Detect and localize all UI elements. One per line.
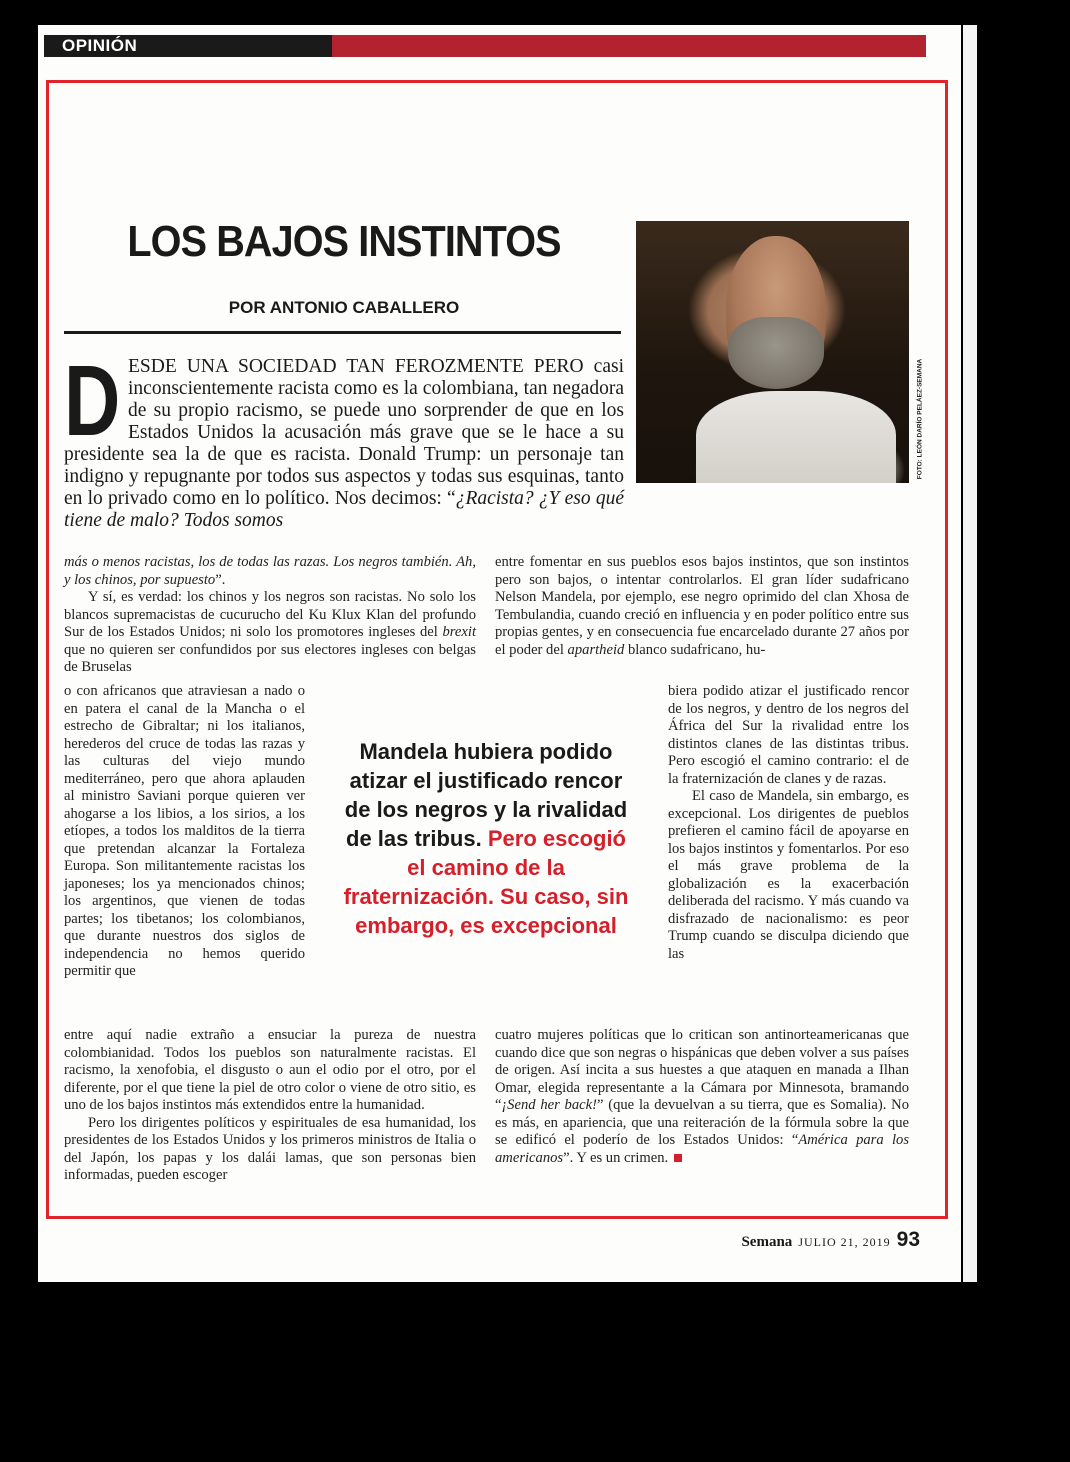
photo-credit-text: FOTO: LEÓN DARÍO PELÁEZ-SEMANA bbox=[916, 358, 924, 480]
col1-brexit: brexit bbox=[442, 624, 476, 640]
col2-apartheid: apartheid bbox=[567, 641, 625, 658]
col2-bottom-b: ” (que la devuelvan a su tierra, que es Somalia). No es más, en apariencia, que una reiteración de la fórmula sobre la que se edificó el poderío de los Estados Unidos: “ bbox=[495, 1097, 909, 1148]
col1-quote-end: ”. bbox=[215, 571, 226, 588]
col1-para2-b: que no quieren ser confundidos por sus electores ingleses con belgas de Bruselas bbox=[64, 641, 476, 675]
drop-cap: D bbox=[64, 345, 121, 457]
col1-quote-cont: más o menos racistas, los de todas las razas. Los negros también. Ah, y los chinos, por supuesto bbox=[64, 554, 476, 588]
pull-quote-red: Pero escogió el camino de la fraternización. Su caso, sin embargo, es excepcional bbox=[343, 826, 629, 938]
col1-para4: Pero los dirigentes políticos y espirituales de esa humanidad, los presidentes de los Estados Unidos y los primeros ministros de Italia o del Japón, los papas y los dalái lamas, que son personas bien informadas, pueden escoger bbox=[64, 1114, 476, 1183]
col2-bottom-a: cuatro mujeres políticas que lo critican son antinorteamericanas que cuando dice que son negras o hispánicas que deben volver a sus países de origen. Así incita a sus huestes a que ataquen en manada a Ilhan Omar, elegida representante a la Cámara por Minnesota, bramando “ bbox=[495, 1027, 909, 1113]
photo-shirt bbox=[696, 391, 896, 483]
col1-wrap-text: o con africanos que atraviesan a nado o en patera el canal de la Mancha o el estrecho de Gibraltar; ni los italianos, herederos del cruce de todas las razas y las culturas del viejo mundo mediterráneo, pero que ahora aplauden al ministro Saviani porque quieren ver ahogarse a los libios, a los sirios, a los etíopes, a todos los malditos de la tierra que pretendan alcanzar la Fortaleza Europa. Son militantemente racistas los japoneses; los ya mencionados chinos; los argentinos, que vienen de todas partes; los tibetanos; los colombianos, que durante nuestros dos siglos de independencia no hemos querido permitir que bbox=[64, 683, 305, 979]
lead-italic-quote: ¿Racista? ¿Y eso qué tiene de malo? Todos somos bbox=[64, 488, 624, 531]
column-2-wrap bbox=[668, 683, 909, 963]
column-1-bottom bbox=[64, 1027, 476, 1185]
section-label: OPINIÓN bbox=[62, 36, 138, 55]
lead-paragraph bbox=[64, 345, 624, 532]
end-mark-icon bbox=[674, 1154, 682, 1162]
col2-bottom-c: ”. Y es un crimen. bbox=[563, 1149, 669, 1166]
col2-wrap1: biera podido atizar el justificado rencor de los negros, y dentro de los negros del África del Sur la rivalidad entre los distintos clanes de las distintas tribus. Pero escogió el camino contrario: el de la fraternización de clanes y de razas. bbox=[668, 683, 909, 787]
footer-magazine: Semana bbox=[741, 1234, 793, 1250]
col2-top-b: blanco sudafricano, hu- bbox=[624, 641, 766, 658]
column-2-top bbox=[495, 554, 909, 659]
title-rule bbox=[64, 331, 621, 334]
column-1-wrap bbox=[64, 683, 305, 981]
article-byline: POR ANTONIO CABALLERO bbox=[228, 298, 460, 317]
page-footer bbox=[700, 1228, 920, 1252]
section-header-bar bbox=[44, 35, 926, 57]
column-2-bottom bbox=[495, 1027, 909, 1167]
col2-top-a: entre fomentar en sus pueblos esos bajos instintos, que son instintos pero son bajos, o intentar controlarlos. El gran líder sudafricano Nelson Mandela, por ejemplo, ese negro oprimido del clan Xhosa de Tembulandia, cuando creció en influencia y en poder político entre sus propias gentes, y en consecuencia fue encarcelado durante 27 años por el poder del bbox=[495, 554, 909, 658]
article-title: LOS BAJOS INSTINTOS bbox=[127, 217, 561, 266]
photo-credit bbox=[913, 355, 927, 483]
col1-para3: entre aquí nadie extraño a ensuciar la pureza de nuestra colombianidad. Todos los pueblos son naturalmente racistas. El racismo, la xenofobia, el disgusto o aun el odio por el otro, por el diferente, por el que tiene la piel de otro color o viene de otro sitio, es uno de los bajos instintos más extendidos entre la humanidad. bbox=[64, 1027, 476, 1113]
column-1-top bbox=[64, 554, 476, 677]
pull-quote bbox=[336, 737, 636, 940]
photo-beard bbox=[728, 317, 824, 389]
col2-send-her-back: ¡Send her back! bbox=[501, 1097, 597, 1113]
author-photo bbox=[636, 221, 909, 483]
col2-america: América para los americanos bbox=[495, 1132, 910, 1166]
col1-para2-a: Y sí, es verdad: los chinos y los negros son racistas. No solo los blancos supremacistas de cucurucho del Ku Klux Klan del profundo Sur de los Estados Unidos; ni solo los promotores ingleses del bbox=[64, 589, 476, 640]
page-edge bbox=[963, 25, 977, 1282]
lead-text: ESDE UNA SOCIEDAD TAN FEROZMENTE PERO casi inconscientemente racista como es la colombiana, tan negadora de su propio racismo, se puede uno sorprender de que en los Estados Unidos la acusación más grave que se le hace a su presidente sea la de que es racista. Donald Trump: un personaje tan indigno y repugnante por todos sus aspectos y todas sus esquinas, tanto en lo privado como en lo político. Nos decimos: “ bbox=[64, 356, 624, 509]
col2-wrap2: El caso de Mandela, sin embargo, es excepcional. Los dirigentes de pueblos prefieren el camino fácil de apoyarse en los bajos instintos y fomentarlos. Por eso el más grave problema de la globalización es la exacerbación deliberada del racismo. Y más cuando va disfrazado de nacionalismo: es peor Trump cuando se disculpa diciendo que las bbox=[668, 788, 909, 962]
pull-quote-black: Mandela hubiera podido atizar el justificado rencor de los negros y la rivalidad de las tribus. bbox=[344, 739, 628, 851]
footer-date: JULIO 21, 2019 bbox=[798, 1235, 891, 1249]
page-number: 93 bbox=[896, 1228, 920, 1251]
